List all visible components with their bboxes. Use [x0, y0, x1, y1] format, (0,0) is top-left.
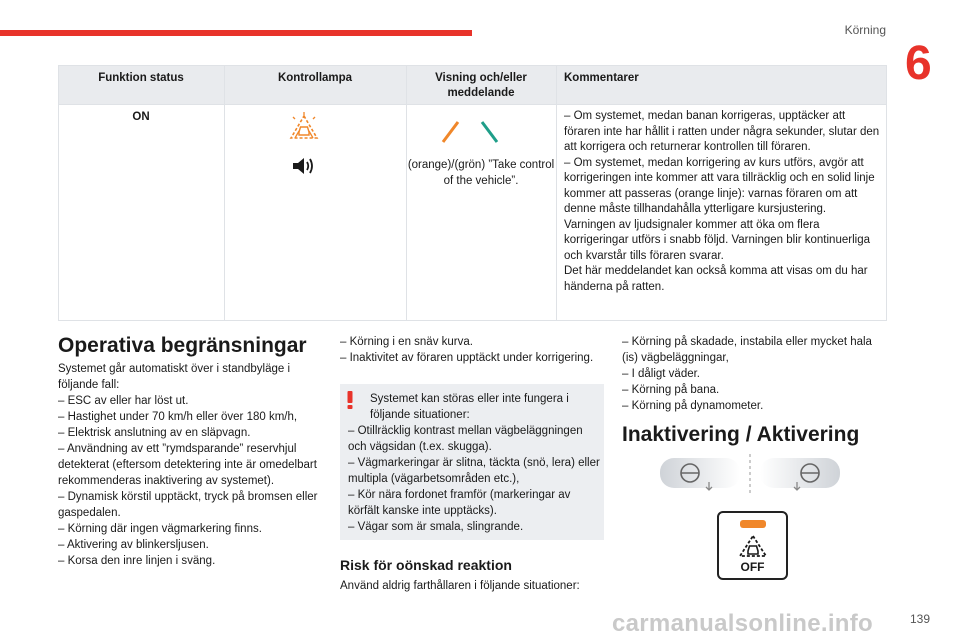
speaker-icon	[291, 155, 317, 177]
list-item: – Elektrisk anslutning av en släpvagn.	[58, 427, 251, 439]
status-value: ON	[132, 111, 150, 123]
lane-keep-off-button-icon	[717, 511, 788, 580]
steering-wheel-control-icon	[660, 452, 840, 498]
green-line-icon	[479, 119, 501, 145]
list-item: – Inaktivitet av föraren upptäckt under korrigering.	[340, 352, 594, 364]
list-item: – Körning i en snäv kurva.	[340, 336, 473, 348]
list-item: – Körning där ingen vägmarkering finns.	[58, 523, 262, 535]
display-message: (orange)/(grön) ”Take control of the vehicle”.	[407, 159, 555, 187]
column2-text	[340, 334, 604, 366]
comment-cell	[564, 109, 884, 295]
warning-box	[340, 384, 604, 540]
warning-item: – Kör nära fordonet framför (markeringar av körfält kanske inte upptäcks).	[348, 489, 571, 517]
watermark: carmanualsonline.info	[612, 610, 874, 637]
paragraph: Systemet går automatiskt över i standbyläge i följande fall:	[58, 363, 291, 391]
warning-intro: Systemet kan störas eller inte fungera i följande situationer:	[370, 393, 569, 421]
lane-keep-warning-icon	[286, 111, 322, 145]
section-name: Körning	[844, 23, 886, 37]
lane-car-icon	[734, 533, 772, 559]
list-item: – Aktivering av blinkersljusen.	[58, 539, 209, 551]
list-item: – Dynamisk körstil upptäckt, tryck på bromsen eller gaspedalen.	[58, 491, 318, 519]
comment-line: Det här meddelandet kan också komma att visas om du har händerna på ratten.	[564, 265, 868, 293]
orange-line-icon	[439, 119, 461, 145]
header-display: Visning och/eller meddelande	[435, 72, 527, 99]
section-title-activation: Inaktivering / Aktivering	[622, 423, 860, 446]
header-status: Funktion status	[98, 72, 184, 84]
list-item: – Användning av ett ”rymdsparande” reservhjul detekterat (eftersom detektering inte är omedelbart rekommenderas inaktivering av systemet).	[58, 443, 317, 487]
list-item: – Körning på dynamometer.	[622, 400, 764, 412]
list-item: – Hastighet under 70 km/h eller över 180 km/h,	[58, 411, 298, 423]
list-item: – Körning på skadade, instabila eller mycket hala (is) vägbeläggningar,	[622, 336, 872, 364]
comment-line: – Om systemet, medan korrigering av kurs utförs, avgör att korrigeringen inte kommer att vara tillräcklig och en solid linje kommer att passeras (orange linje): varnas föraren om att denne måste tillhandahålla ytterligare kursjustering.	[564, 156, 875, 215]
list-item: – Korsa den inre linjen i sväng.	[58, 555, 216, 567]
header-lamp: Kontrollampa	[277, 72, 353, 84]
list-item: – ESC av eller har löst ut.	[58, 395, 189, 407]
limitations-text	[58, 361, 320, 569]
header-comments: Kommentarer	[564, 72, 639, 84]
chapter-number: 6	[905, 37, 932, 90]
comment-line: – Om systemet, medan banan korrigeras, upptäcker att föraren inte har hållit i ratten under några sekunder, slutar den att korrigera och returnerar kontrollen till föraren.	[564, 110, 880, 153]
indicator-led	[740, 520, 766, 528]
list-item: – Körning på bana.	[622, 384, 720, 396]
risk-text: Använd aldrig farthållaren i följande situationer:	[340, 580, 580, 592]
status-table	[58, 65, 887, 321]
warning-item: – Vägmarkeringar är slitna, täckta (snö, lera) eller multipla (vägarbetsområden etc.),	[348, 457, 600, 485]
risk-title: Risk för oönskad reaktion	[340, 557, 512, 573]
warning-exclamation-icon	[340, 390, 360, 410]
off-label: OFF	[740, 560, 765, 574]
page-number: 139	[909, 612, 930, 626]
warning-item: – Vägar som är smala, slingrande.	[348, 521, 524, 533]
section-title-limitations: Operativa begränsningar	[58, 334, 307, 357]
column3-text	[622, 334, 884, 414]
accent-bar	[0, 30, 472, 36]
comment-line: Varningen av ljudsignaler kommer att öka om flera korrigeringar utförs i snabb följd. Varningen blir kontinuerliga och kvarstår tills föraren svarar.	[564, 218, 870, 262]
warning-item: – Otillräcklig kontrast mellan vägbeläggningen och vägsidan (t.ex. skugga).	[348, 425, 583, 453]
list-item: – I dåligt väder.	[622, 368, 700, 380]
